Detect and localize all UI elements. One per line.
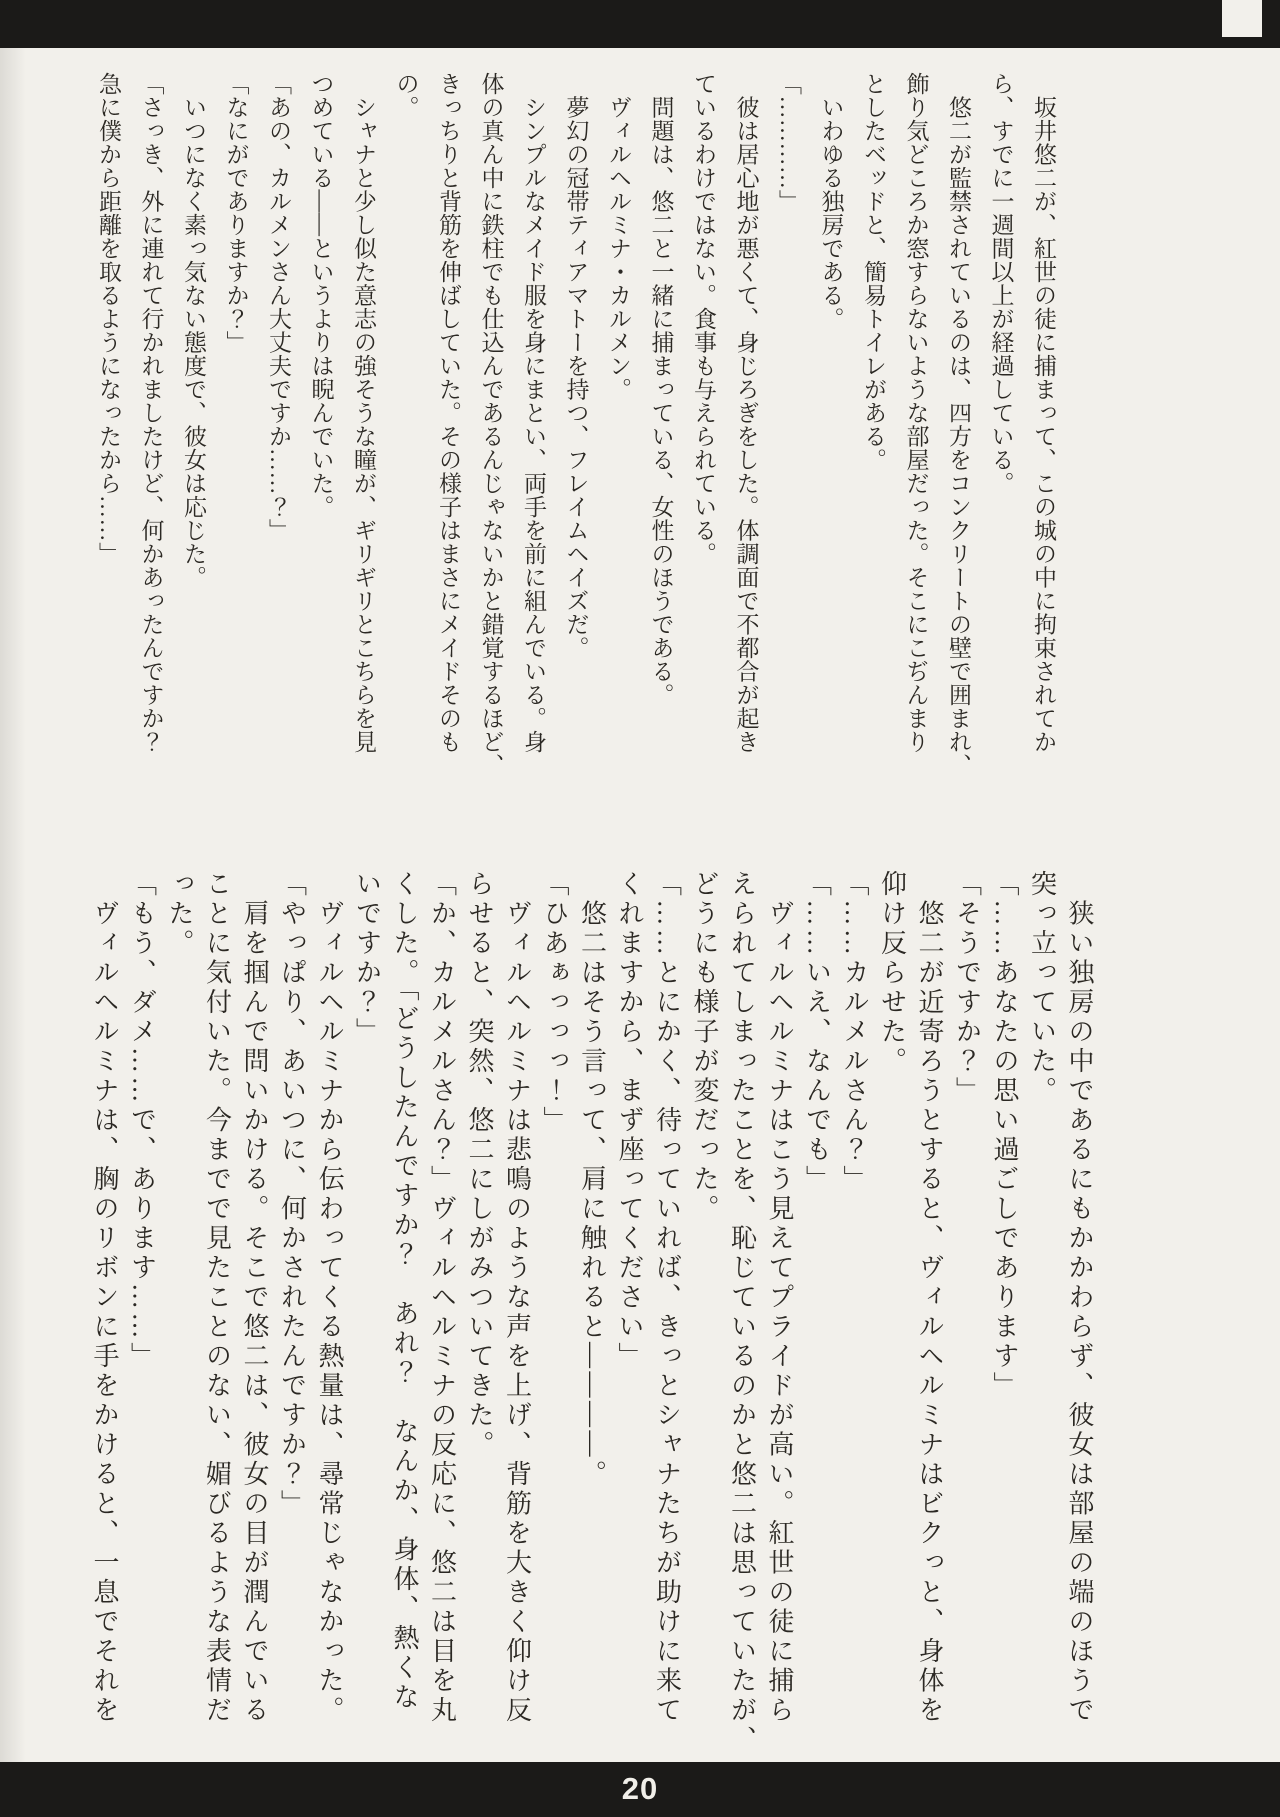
text-line: 急に僕から距離を取るようになったから……」 (96, 72, 121, 566)
text-line: 「…………」 (776, 72, 801, 213)
text-line: ヴィルヘルミナはこう見えてプライドが高い。紅世の徒に捕ら (765, 870, 794, 1726)
text-line: 仰け反らせた。 (877, 870, 907, 1077)
text-line: 体の真ん中に鉄柱でも仕込んであるんじゃないかと錯覚するほど、 (478, 72, 504, 777)
text-line: どうにも様子が変だった。 (690, 870, 719, 1224)
text-line: 「ひあぁっっっ！」 (540, 870, 569, 1136)
text-line: 「……カルメルさん？」 (840, 870, 869, 1195)
corner-mark (1222, 0, 1262, 37)
text-line: 悠二が監禁されているのは、四方をコンクリートの壁で囲まれ、 (946, 72, 971, 777)
text-line: った。 (165, 870, 194, 959)
text-line: 彼は居心地が悪くて、身じろぎをした。体調面で不都合が起き (733, 72, 759, 754)
text-line: 「そうですか？」 (952, 870, 982, 1106)
upper-text-block (87, 72, 1065, 777)
lower-text-block (86, 870, 1099, 1760)
text-line: ヴィルヘルミナは悲鳴のような声を上げ、背筋を大きく仰け反 (502, 870, 532, 1726)
text-line: としたベッドと、簡易トイレがある。 (861, 72, 886, 472)
text-line: 悠二はそう言って、肩に触れると――――。 (577, 870, 607, 1490)
text-line: らせると、突然、悠二にしがみついてきた。 (465, 870, 494, 1460)
text-line: くれますから、まず座ってください」 (615, 870, 644, 1372)
text-line: 「なにがでありますか？」 (223, 72, 249, 354)
text-line: 「やっぱり、あいつに、何かされたんですか？」 (277, 870, 307, 1519)
text-line: 悠二が近寄ろうとすると、ヴィルヘルミナはビクっと、身体を (915, 870, 944, 1726)
text-line: ことに気付いた。今までで見たことのない、媚びるような表情だ (202, 870, 232, 1726)
text-line: 突っ立っていた。 (1027, 870, 1057, 1106)
text-line: 「か、カルメルさん？」ヴィルヘルミナの反応に、悠二は目を丸 (427, 870, 457, 1726)
text-line: の。 (393, 72, 419, 119)
top-border-band (0, 0, 1280, 48)
text-line: きっちりと背筋を伸ばしていた。その様子はまさにメイドそのも (436, 72, 461, 754)
text-line: 「もう、ダメ……で、あります……」 (127, 870, 157, 1372)
text-line: 飾り気どころか窓すらないような部屋だった。そこにこぢんまり (903, 72, 929, 754)
text-line: 夢幻の冠帯ティアマトーを持つ、フレイムヘイズだ。 (563, 72, 589, 660)
text-line: つめている――というよりは睨んでいた。 (308, 72, 334, 519)
text-line: 問題は、悠二と一緒に捕まっている、女性のほうである。 (648, 72, 674, 707)
bottom-border-band (0, 1762, 1280, 1817)
text-line: シンプルなメイド服を身にまとい、両手を前に組んでいる。身 (521, 72, 546, 754)
text-line: くした。「どうしたんですか？ あれ？ なんか、身体、熱くな (390, 870, 419, 1713)
text-line: ヴィルヘルミナは、胸のリボンに手をかけると、一息でそれを (90, 870, 119, 1726)
text-line: いですか？」 (352, 870, 382, 1047)
text-line: ら、すでに一週間以上が経過している。 (988, 72, 1014, 495)
text-line: 肩を掴んで問いかける。そこで悠二は、彼女の目が潤んでいる (240, 870, 269, 1726)
text-line: 「さっき、外に連れて行かれましたけど、何かあったんですか？ (138, 72, 164, 754)
text-line: いつになく素っ気ない態度で、彼女は応じた。 (181, 72, 206, 589)
text-line: 「……あなたの思い過ごしであります」 (990, 870, 1019, 1401)
text-line: ヴィルヘルミナ・カルメン。 (606, 72, 631, 401)
text-line: ヴィルヘルミナから伝わってくる熱量は、尋常じゃなかった。 (315, 870, 344, 1726)
text-line: 「……いえ、なんでも」 (802, 870, 832, 1195)
text-line: いわゆる独房である。 (818, 72, 844, 331)
text-line: 坂井悠二が、紅世の徒に捕まって、この城の中に拘束されてか (1031, 72, 1056, 754)
page-number: 20 (621, 1771, 659, 1806)
text-line: シャナと少し似た意志の強そうな瞳が、ギリギリとこちらを見 (351, 72, 376, 754)
text-line: 狭い独房の中であるにもかかわらず、彼女は部屋の端のほうで (1065, 870, 1094, 1726)
text-line: ているわけではない。食事も与えられている。 (691, 72, 716, 566)
text-line: 「あの、カルメンさん大丈夫ですか……？」 (266, 72, 291, 542)
text-line: えられてしまったことを、恥じているのかと悠二は思っていたが、 (727, 870, 757, 1755)
text-line: 「……とにかく、待っていれば、きっとシャナたちが助けに来て (652, 870, 682, 1726)
